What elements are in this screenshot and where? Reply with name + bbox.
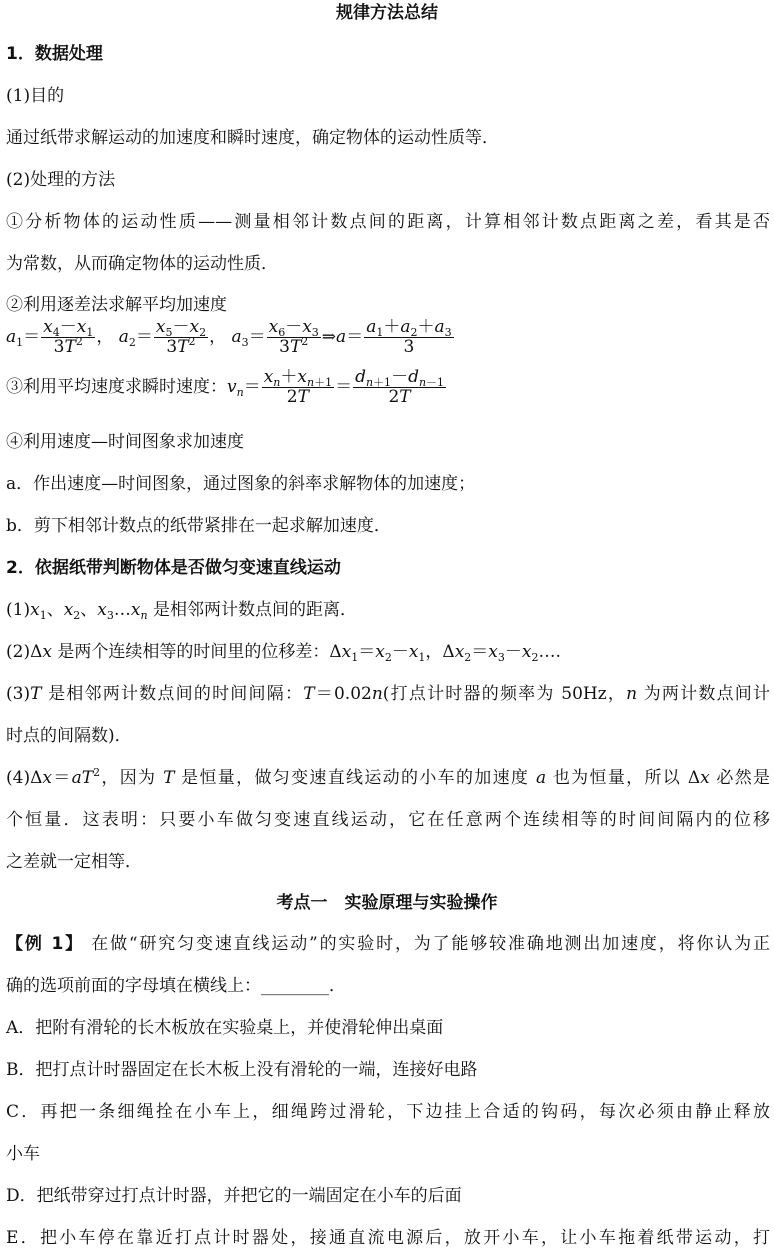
s2-point-3-line2: 时点的间隔数)．: [6, 726, 132, 746]
example-label: 【例 1】: [6, 934, 84, 954]
formula-successive-difference: $a_1=$ $\frac{x_4-x_1}{3T^2}$ ， $a_2=$ $\frac{x_5-x_2}{3T^2}$ ， $a_3=$ $\frac{x_6-x_3}{3T^2}$ ⇒a＝ $\frac{a_1+a_2+a_3}{3}$: [6, 317, 452, 357]
s2-point-2: (2)Δx 是两个连续相等的时间里的位移差：$\Delta x_1=x_2-x_1$，$\Delta x_2=x_3-x_2\dots$.: [6, 642, 561, 664]
s2-point-4-line1: $(4)\Delta x=aT^2$，因为 T 是恒量，做匀变速直线运动的小车的加速度 a 也为恒量，所以 Δx 必然是: [6, 766, 771, 788]
example-1-line2: 确的选项前面的字母填在横线上：________．: [6, 976, 346, 996]
section-1-heading: 1．数据处理: [6, 44, 103, 64]
fraction: $\frac{x_n+x_{n+1}}{2T}$: [263, 367, 333, 407]
section-2-heading: 2．依据纸带判断物体是否做匀变速直线运动: [6, 558, 341, 578]
s1-method-4-a: a．作出速度—时间图象，通过图象的斜率求解物体的加速度；: [6, 474, 476, 494]
s1-purpose-label: (1)目的: [6, 86, 65, 106]
s1-method-3-prefix: ③利用平均速度求瞬时速度：: [6, 377, 227, 397]
option-a: A．把附有滑轮的长木板放在实验桌上，并使滑轮伸出桌面: [6, 1018, 444, 1038]
s1-method-label: (2)处理的方法: [6, 170, 116, 190]
s2-point-4-line2: 个恒量．这表明：只要小车做匀变速直线运动，它在任意两个连续相等的时间间隔内的位移: [6, 810, 770, 830]
fraction: $\frac{x_5-x_2}{3T^2}$: [155, 317, 207, 357]
s1-method-4-b: b．剪下相邻计数点的纸带紧排在一起求解加速度．: [6, 516, 391, 536]
s1-method-1-line2: 为常数，从而确定物体的运动性质．: [6, 254, 278, 274]
keypoint-heading: 考点一 实验原理与实验操作: [276, 893, 498, 913]
s1-purpose-text: 通过纸带求解运动的加速度和瞬时速度，确定物体的运动性质等．: [6, 128, 499, 148]
option-c-line2: 小车: [6, 1144, 40, 1164]
s2-point-1: $(1)x_1$、$x_2$、$x_3\dots x_n$ 是相邻两计数点间的距离．: [6, 600, 357, 622]
s1-method-2: ②利用逐差法求解平均加速度: [6, 295, 227, 315]
s2-point-4-line3: 之差就一定相等．: [6, 852, 142, 872]
page-title: 规律方法总结: [336, 3, 438, 23]
s2-point-4-b: 是恒量，做匀变速直线运动的小车的加速度: [181, 768, 530, 788]
fraction: $\frac{x_6-x_3}{3T^2}$: [268, 317, 319, 357]
fraction: $\frac{d_{n+1}-d_{n-1}}{2T}$: [355, 367, 445, 407]
fraction: $\frac{a_1+a_2+a_3}{3}$: [366, 317, 452, 357]
option-e-line1: E．把小车停在靠近打点计时器处，接通直流电源后，放开小车，让小车拖着纸带运动，打: [6, 1228, 770, 1248]
option-b: B．把打点计时器固定在长木板上没有滑轮的一端，连接好电路: [6, 1060, 478, 1080]
s2-point-3-line1: (3)T 是相邻两计数点间的时间间隔：T＝0.02n(打点计时器的频率为 50Hz，n 为两计数点间计: [6, 684, 771, 704]
s2-point-1-text: 是相邻两计数点间的距离．: [152, 600, 357, 620]
s2-point-3-text: 是相邻两计数点间的时间间隔：: [48, 684, 304, 704]
example-1-text: 在做“研究匀变速直线运动”的实验时，为了能够较准确地测出加速度，将你认为正: [91, 934, 770, 954]
s1-method-4: ④利用速度—时间图象求加速度: [6, 432, 244, 452]
formula-instantaneous-velocity: ③利用平均速度求瞬时速度：$v_n=$ $\frac{x_n+x_{n+1}}{2T}$ ＝ $\frac{d_{n+1}-d_{n-1}}{2T}$: [6, 367, 445, 407]
s2-point-2-text: 是两个连续相等的时间里的位移差：: [57, 642, 330, 662]
option-d: D．把纸带穿过打点计时器，并把它的一端固定在小车的后面: [6, 1186, 462, 1206]
s2-point-3-tail2: 为两计数点间计: [643, 684, 771, 704]
example-1-line1: [6, 933, 770, 955]
s1-method-1-line1: ①分析物体的运动性质——测量相邻计数点间的距离，计算相邻计数点距离之差，看其是否: [6, 212, 770, 232]
option-c-line1: C．再把一条细绳拴在小车上，细绳跨过滑轮，下边挂上合适的钩码，每次必须由静止释放: [6, 1102, 770, 1122]
s2-point-4-a: ，因为: [100, 768, 157, 788]
s2-point-4-d: 必然是: [716, 768, 771, 788]
s2-point-3-tail: (打点计时器的频率为 50Hz，: [382, 684, 627, 704]
fraction: $\frac{x_4-x_1}{3T^2}$: [43, 317, 94, 357]
s2-point-4-c: 也为恒量，所以 Δ: [552, 768, 701, 788]
